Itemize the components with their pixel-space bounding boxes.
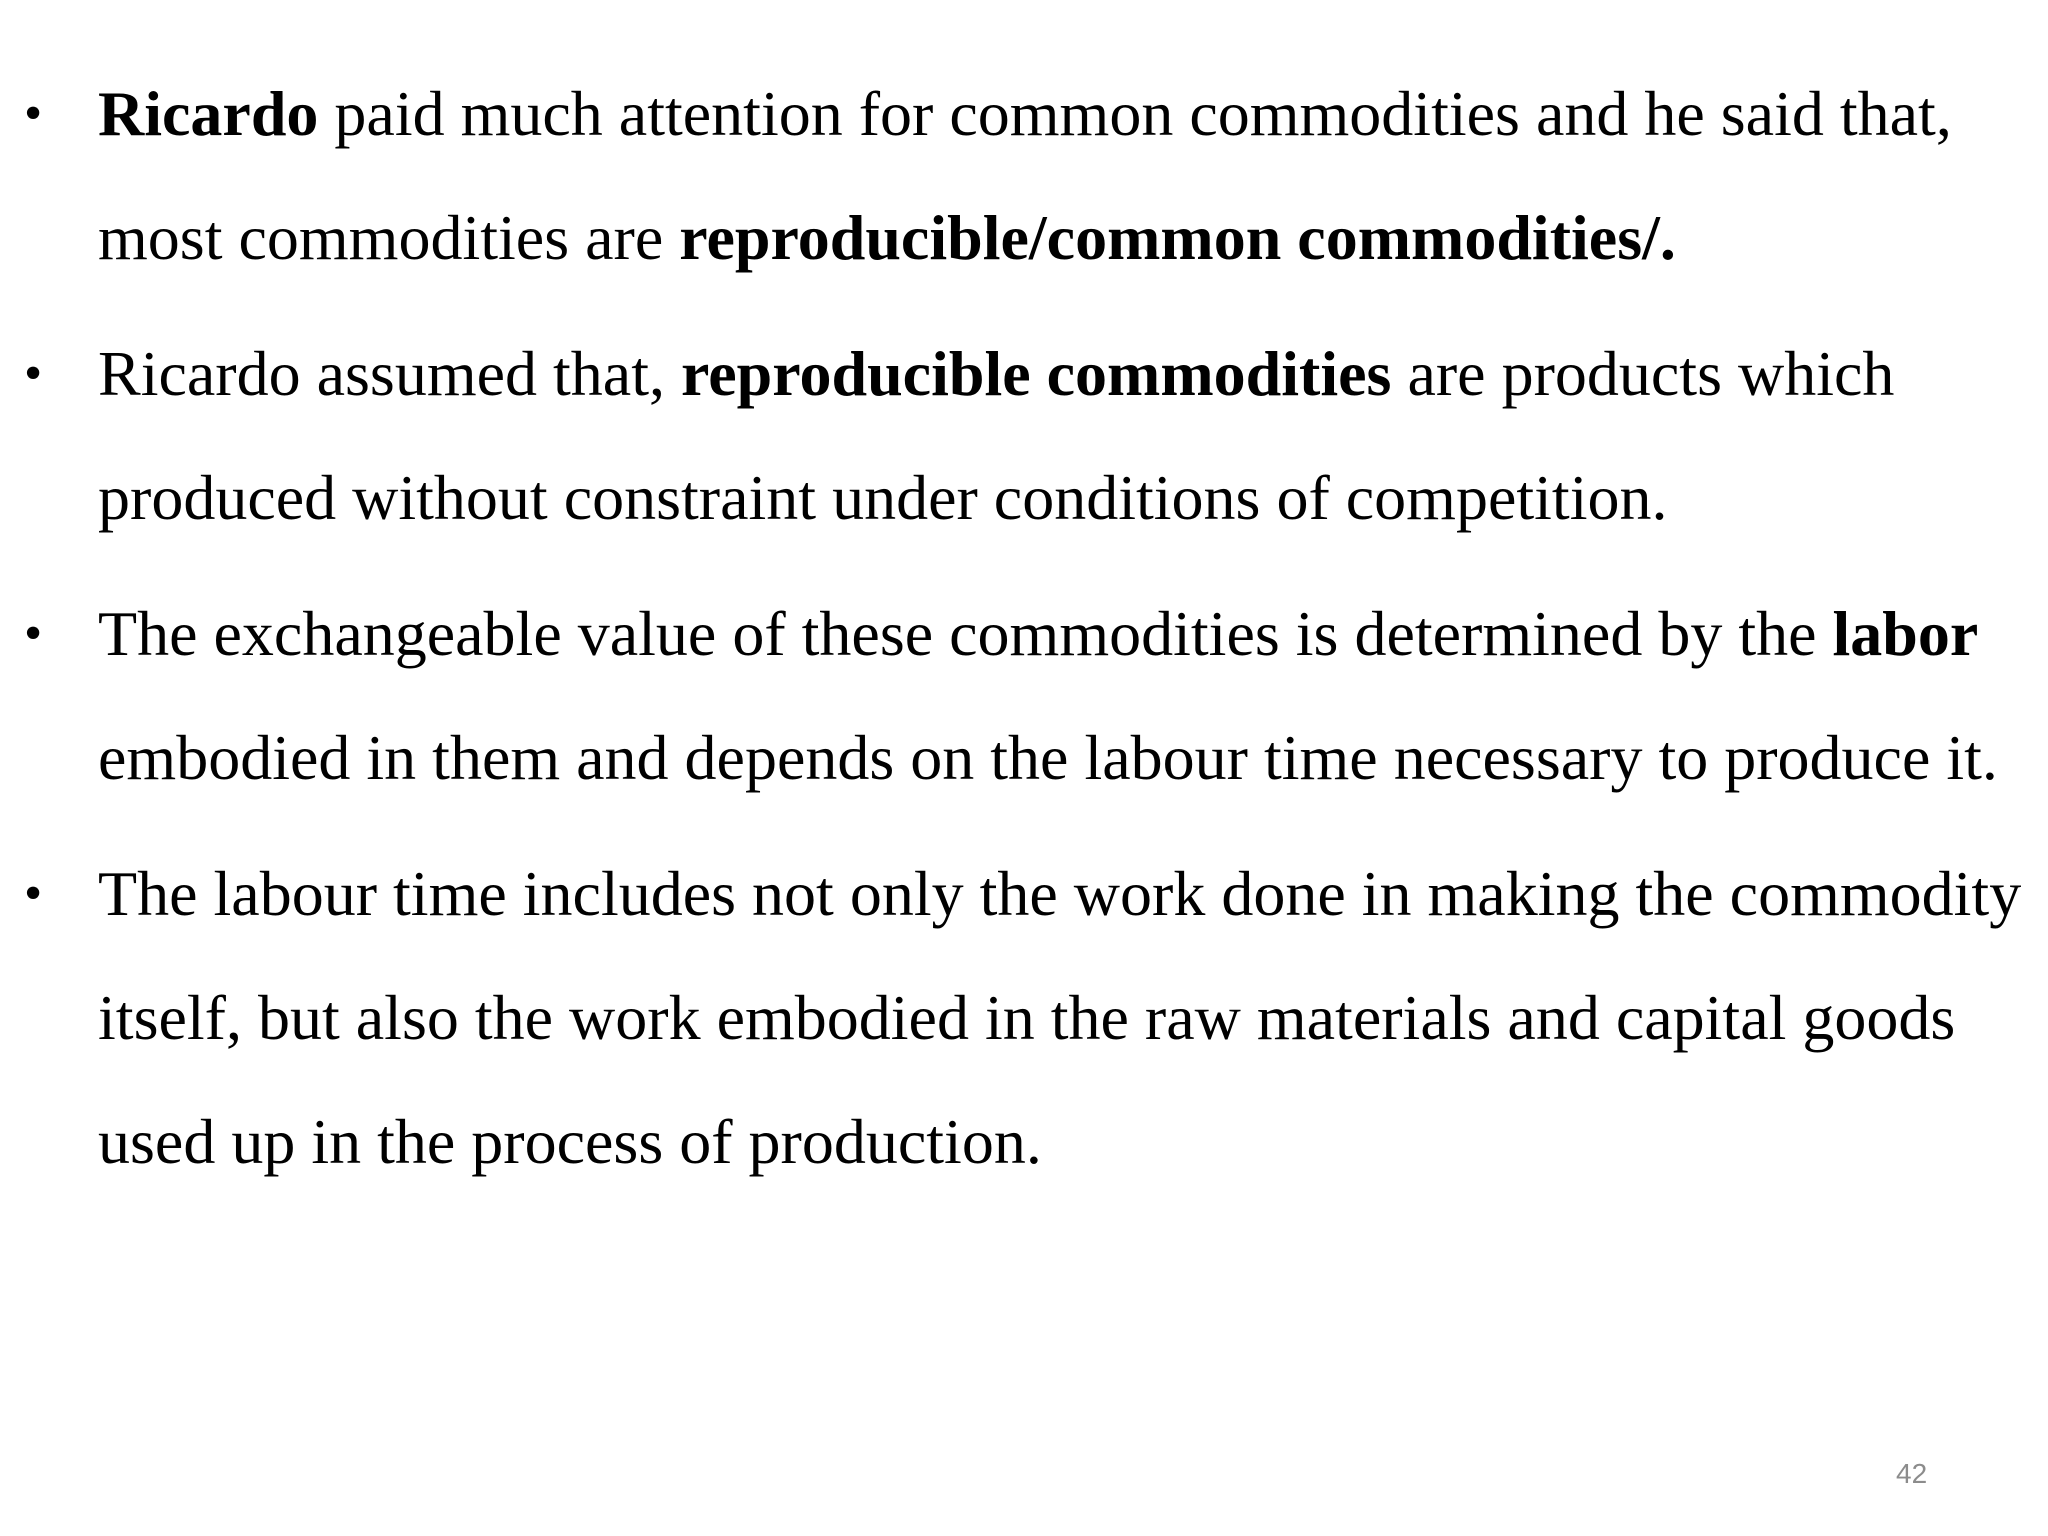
text-segment: Ricardo assumed that, bbox=[98, 338, 681, 409]
bullet-item-1 bbox=[24, 52, 2034, 300]
bold-text: reproducible/common commodities/. bbox=[679, 202, 1676, 273]
text-segment: The labour time includes not only the work done in making the commodity itself, but also the work embodied in the raw materials and capital goods used up in the process of production. bbox=[98, 858, 2022, 1177]
bullet-text bbox=[98, 78, 1952, 273]
bullet-item-3 bbox=[24, 572, 2034, 820]
text-segment: The exchangeable value of these commodities is determined by the bbox=[98, 598, 1833, 669]
bold-text: labor bbox=[1832, 598, 1979, 669]
bullet-text bbox=[98, 338, 1894, 533]
bullet-marker: • bbox=[24, 865, 43, 922]
text-segment: embodied in them and depends on the labour time necessary to produce it. bbox=[98, 722, 1998, 793]
bullet-marker: • bbox=[24, 85, 43, 142]
bullet-text bbox=[98, 598, 1998, 793]
bullet-item-4 bbox=[24, 832, 2034, 1204]
bullet-list bbox=[24, 52, 2034, 1216]
page-number: 42 bbox=[1896, 1458, 1928, 1489]
text-segment: are products which produced without constraint under conditions of competition. bbox=[98, 338, 1895, 533]
bullet-text bbox=[98, 858, 2021, 1177]
bold-text: Ricardo bbox=[98, 78, 319, 149]
bullet-marker: • bbox=[24, 345, 43, 402]
bullet-item-2 bbox=[24, 312, 2034, 560]
bold-text: reproducible commodities bbox=[680, 338, 1392, 409]
text-segment: paid much attention for common commodities and he said that, most commodities are bbox=[98, 78, 1952, 273]
bullet-marker: • bbox=[24, 605, 43, 662]
